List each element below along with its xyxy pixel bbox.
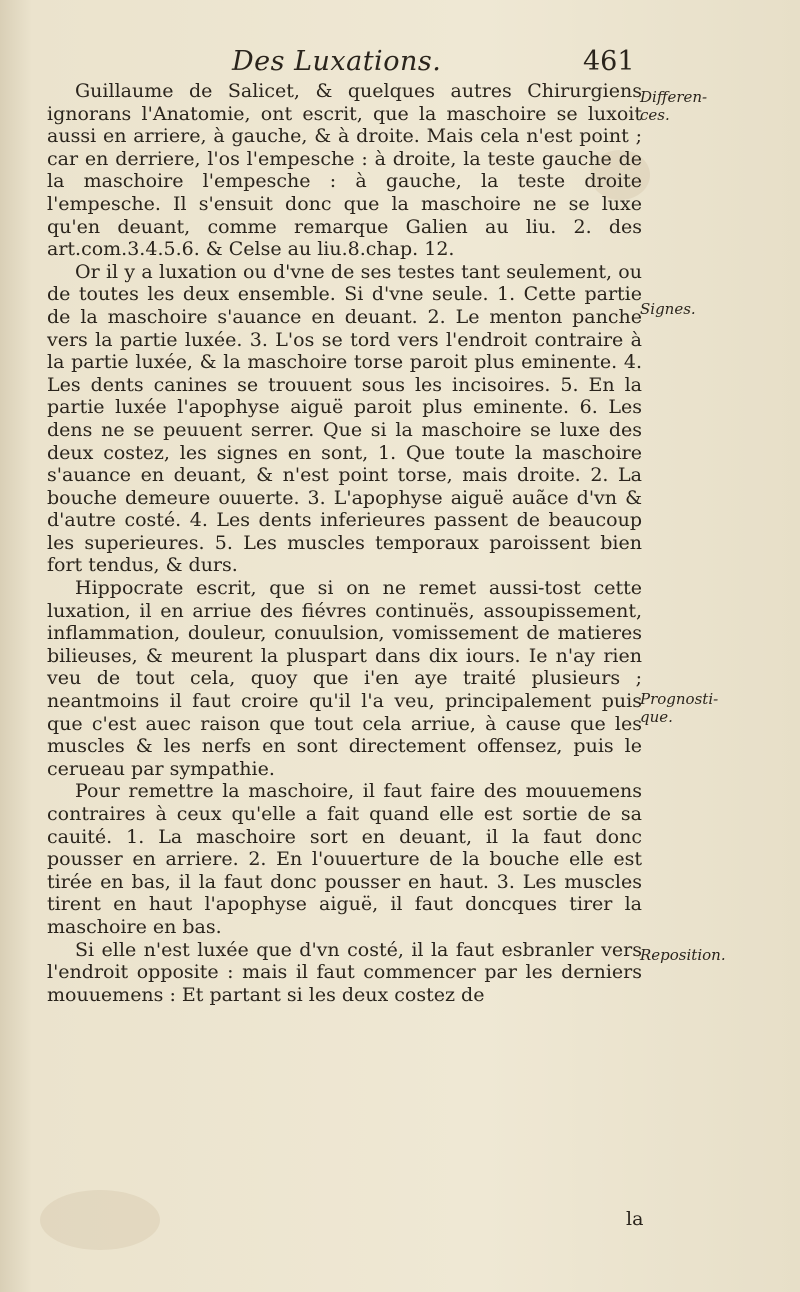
main-text <box>47 80 642 1006</box>
paragraph-reposition: Pour remettre la maschoire, il faut faire des mouuemens contraires à ceux qu'elle a fait quand elle est sortie de sa cauité. 1. La maschoire sort en deuant, il la faut donc pousser en arriere. 2. En l'ouuerture de la bouche elle est tirée en bas, il la faut donc pousser en haut. 3. Les muscles tirent en haut l'apophyse aiguë, il faut doncques tirer la maschoire en bas. <box>47 780 642 938</box>
margin-note-differences: Differen-ces. <box>640 88 708 124</box>
running-title: Des Luxations. <box>232 46 442 77</box>
margin-note-prognosis: Prognosti-que. <box>640 690 719 726</box>
paper-stain <box>40 1190 160 1250</box>
catchword: la <box>626 1208 644 1230</box>
paragraph-final: Si elle n'est luxée que d'vn costé, il la faut esbranler vers l'endroit opposite : mais il faut commencer par les derniers mouuemens : Et partant si les deux costez de <box>47 938 642 1006</box>
margin-note-reposition: Reposition. <box>640 946 726 964</box>
margin-notes <box>640 0 798 1292</box>
paragraph-prognosis: Hippocrate escrit, que si on ne remet aussi-tost cette luxation, il en arriue des fiévres continuës, assoupissement, inflammation, douleur, conuulsion, vomissement de matieres bilieuses, & meurent la pluspart dans dix iours. Ie n'ay rien veu de tout cela, quoy que i'en aye traité plusieurs ; neantmoins il faut croire qu'il l'a veu, principalement puis que c'est auec raison que tout cela arriue, à cause que les muscles & les nerfs en sont directement offensez, puis le cerueau par sympathie. <box>47 577 642 780</box>
paragraph-differences: Guillaume de Salicet, & quelques autres Chirurgiens ignorans l'Anatomie, ont escrit, que la maschoire se luxoit aussi en arriere, à gauche, & à droite. Mais cela n'est point ; car en derriere, l'os l'empesche : à droite, la teste gauche de la maschoire l'empesche : à gauche, la teste droite l'empesche. Il s'ensuit donc que la maschoire ne se luxe qu'en deuant, comme remarque Galien au liu. 2. des art.com.3.4.5.6. & Celse au liu.8.chap. 12. <box>47 80 642 261</box>
paragraph-signs: Or il y a luxation ou d'vne de ses testes tant seulement, ou de toutes les deux ensemble. Si d'vne seule. 1. Cette partie de la maschoire s'auance en deuant. 2. Le menton panche vers la partie luxée. 3. L'os se tord vers l'endroit contraire à la partie luxée, & la maschoire torse paroit plus eminente. 4. Les dents canines se trouuent sous les incisoires. 5. En la partie luxée l'apophyse aiguë paroit plus eminente. 6. Les dens ne se peuuent serrer. Que si la maschoire se luxe des deux costez, les signes en sont, 1. Que toute la maschoire s'auance en deuant, & n'est point torse, mais droite. 2. La bouche demeure ouuerte. 3. L'apophyse aiguë auãce d'vn & d'autre costé. 4. Les dents inferieures passent de beaucoup les superieures. 5. Les muscles temporaux paroissent bien fort tendus, & durs. <box>47 260 642 577</box>
page-number: 461 <box>583 46 635 77</box>
margin-note-signs: Signes. <box>640 300 696 318</box>
